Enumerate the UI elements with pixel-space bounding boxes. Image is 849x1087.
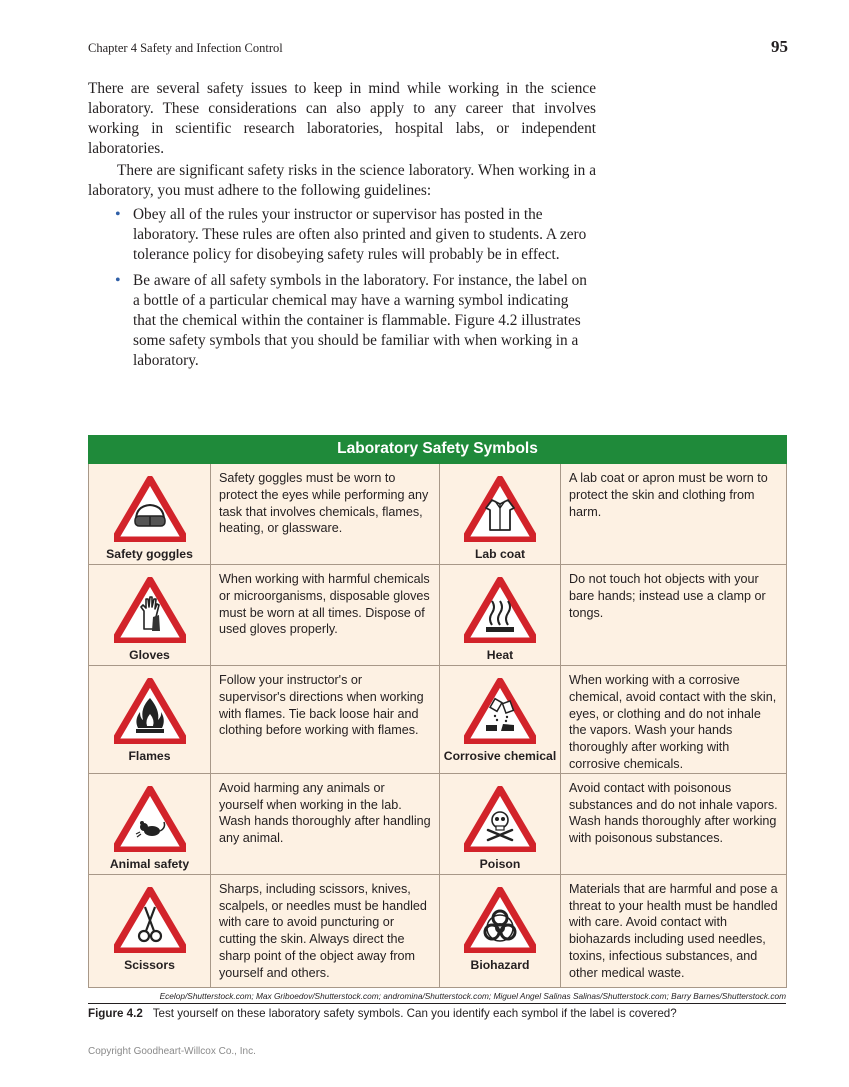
scissors-icon <box>114 887 186 953</box>
symbol-description: Avoid harming any animals or yourself when working in the lab. Wash hands thoroughly after handling any animal. <box>211 773 440 874</box>
copyright-notice: Copyright Goodheart-Willcox Co., Inc. <box>88 1046 256 1057</box>
table-row <box>89 874 787 987</box>
paragraph-1: There are several safety issues to keep in mind while working in the science laboratory. These considerations can also apply to any career that involves working in scientific research laboratories, hospital labs, or independent laboratories. <box>88 80 596 157</box>
symbol-description: Follow your instructor's or supervisor's directions when working with flames. Tie back loose hair and clothing before working with flames. <box>211 666 440 774</box>
symbol-description: Do not touch hot objects with your bare hands; instead use a clamp or tongs. <box>561 565 787 666</box>
heat-icon <box>464 577 536 643</box>
symbol-cell <box>89 565 211 666</box>
symbol-label: Flames <box>128 749 171 763</box>
symbol-description: Sharps, including scissors, knives, scalpels, or needles must be handled with care to avoid puncturing or cutting the skin. Always direct the sharp point of the object away from yourself and others. <box>211 874 440 987</box>
animal-safety-icon <box>114 786 186 852</box>
bullet-icon: • <box>115 272 121 289</box>
symbol-label: Safety goggles <box>106 547 193 561</box>
symbol-cell <box>440 773 561 874</box>
caption-divider <box>88 1003 786 1004</box>
symbol-label: Corrosive chemical <box>443 749 557 763</box>
symbol-label: Gloves <box>129 648 170 662</box>
symbol-cell <box>89 874 211 987</box>
table-row <box>89 773 787 874</box>
paragraph-2: There are significant safety risks in the science laboratory. When working in a laboratory, you must adhere to the following guidelines: <box>88 162 596 199</box>
symbol-cell <box>440 565 561 666</box>
guideline-list <box>88 205 596 371</box>
symbol-label: Scissors <box>124 957 175 972</box>
symbol-cell <box>89 464 211 565</box>
chapter-title: Chapter 4 Safety and Infection Control <box>88 41 283 55</box>
symbol-description: Safety goggles must be worn to protect the eyes while performing any task that involves chemicals, flames, heating, or glassware. <box>211 464 440 565</box>
symbol-cell <box>440 666 561 774</box>
safety-goggles-icon <box>114 476 186 542</box>
symbol-cell <box>89 773 211 874</box>
table-row <box>89 565 787 666</box>
page-number: 95 <box>771 37 788 56</box>
symbol-label: Lab coat <box>474 547 526 561</box>
table-title: Laboratory Safety Symbols <box>89 436 787 464</box>
flames-icon <box>114 678 186 744</box>
biohazard-icon <box>464 887 536 953</box>
list-item: • Obey all of the rules your instructor or supervisor has posted in the laboratory. These rules are often also printed and given to students. A zero tolerance policy for disobeying safety rules will probably be in effect. <box>115 206 587 263</box>
corrosive-chemical-icon <box>464 678 536 744</box>
symbol-cell <box>440 874 561 987</box>
symbol-label: Poison <box>479 856 521 871</box>
symbol-description: When working with a corrosive chemical, avoid contact with the skin, eyes, or clothing and do not inhale the vapors. Wash your hands thoroughly after working with corrosive chemicals. <box>561 666 787 774</box>
symbol-label: Animal safety <box>109 856 190 871</box>
lab-coat-icon <box>464 476 536 542</box>
symbol-cell <box>440 464 561 565</box>
body-text <box>88 79 596 377</box>
figure-number: Figure 4.2 <box>88 1007 143 1020</box>
symbol-description: A lab coat or apron must be worn to protect the skin and clothing from harm. <box>561 464 787 565</box>
symbol-description: Materials that are harmful and pose a threat to your health must be handled with care. Avoid contact with biohazards including used needles, toxins, infectious substances, and other medical waste. <box>561 874 787 987</box>
safety-symbols-table <box>88 435 787 988</box>
gloves-icon <box>114 577 186 643</box>
poison-icon <box>464 786 536 852</box>
figure-caption <box>88 1007 788 1020</box>
symbol-label: Biohazard <box>470 957 530 972</box>
photo-credit: Ecelop/Shutterstock.com; Max Griboedov/Shutterstock.com; andromina/Shutterstock.com; Miguel Angel Salinas Salinas/Shutterstock.com; Barry Barnes/Shutterstock.com <box>159 991 786 1001</box>
caption-text: Test yourself on these laboratory safety symbols. Can you identify each symbol if the label is covered? <box>152 1007 677 1020</box>
symbol-cell <box>89 666 211 774</box>
list-item: • Be aware of all safety symbols in the laboratory. For instance, the label on a bottle of a particular chemical may have a warning symbol indicating that the chemical within the container is flammable. Figure 4.2 illustrates some safety symbols that you should be familiar with when working in a laboratory. <box>115 272 587 369</box>
table-row <box>89 464 787 565</box>
table-row <box>89 666 787 774</box>
running-head <box>88 37 788 58</box>
symbol-label: Heat <box>486 648 514 662</box>
bullet-icon: • <box>115 206 121 223</box>
symbol-description: When working with harmful chemicals or microorganisms, disposable gloves must be worn at all times. Dispose of used gloves properly. <box>211 565 440 666</box>
symbol-description: Avoid contact with poisonous substances and do not inhale vapors. Wash hands thoroughly after working with poisonous substances. <box>561 773 787 874</box>
